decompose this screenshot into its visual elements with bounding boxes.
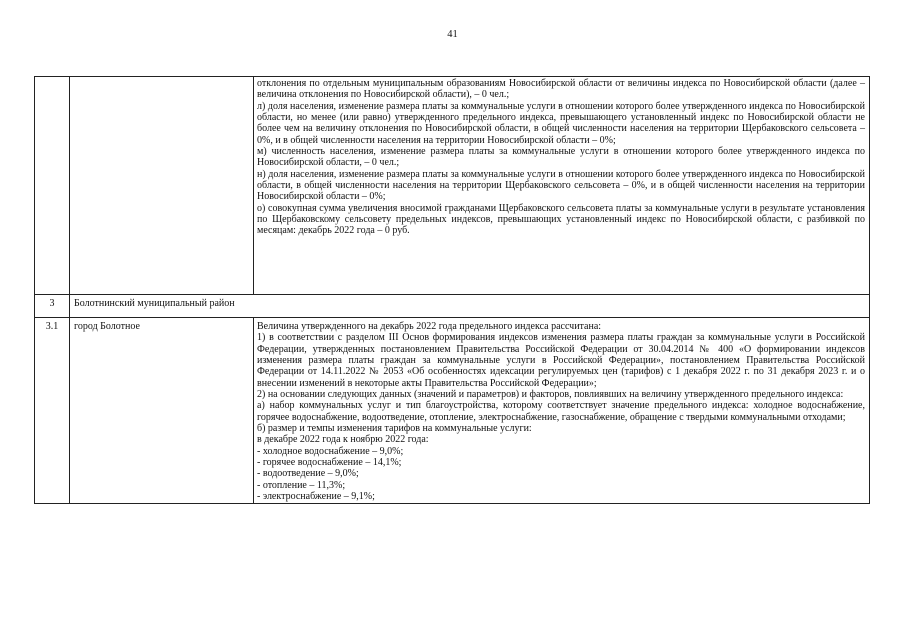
paragraph: о) совокупная сумма увеличения вносимой гражданами Щербаковского сельсовета платы за коммунальные услуги в результате установления по Щербаковскому сельсовету предельных индексов, превышающих установленный индекс по Новосибирской области, с разбивкой по месяцам: декабрь 2022 года – 0 руб. [257, 202, 865, 237]
paragraph: 1) в соответствии с разделом III Основ формирования индексов изменения размера платы граждан за коммунальные услуги в Российской Федерации, утвержденных постановлением Правительства Российской Федерации от 30.04.2014 № 400 «О формировании индексов изменения размера платы граждан за коммунальные услуги в Российской Федерации», постановлением Правительства Российской Федерации от 14.11.2022 № 2053 «Об особенностях идексации регулируемых цен (тарифов) с 1 декабря 2022 г. по 31 декабря 2023 г. и о внесении изменений в некоторые акты Правительства Российской Федерации»; [257, 332, 865, 389]
paragraph: - горячее водоснабжение – 14,1%; [257, 457, 402, 469]
table-row [35, 318, 870, 504]
paragraph: л) доля населения, изменение размера платы за коммунальные услуги в отношении которого более утвержденного индекса по Новосибирской области, но менее (или равно) утвержденного предельного индекса, превышающего установленный индекс по Новосибирской области не более чем на величину отклонения по Новосибирской области, в общей численности населения на территории Щербаковского сельсовета – 0%, и в общей численности населения на территории Новосибирской области – 0%; [257, 100, 865, 146]
paragraph: - отопление – 11,3%; [257, 479, 346, 491]
paragraph: в декабре 2022 года к ноябрю 2022 года: [257, 434, 429, 446]
paragraph: - водоотведение – 9,0%; [257, 468, 359, 480]
paragraph: - электроснабжение – 9,1%; [257, 491, 375, 503]
paragraph: - холодное водоснабжение – 9,0%; [257, 445, 404, 457]
paragraph: а) набор коммунальных услуг и тип благоустройства, которому соответствует значение предельного индекса: холодное водоснабжение, горячее водоснабжение, водоотведение, отопление, электроснабжение, газоснабжение, обращение с твердыми коммунальными отходами; [257, 400, 865, 423]
table-row [35, 295, 870, 318]
paragraph: отклонения по отдельным муниципальным образованиям Новосибирской области от величины индекса по Новосибирской области (далее – величина отклонения по Новосибирской области), – 0 чел.; [257, 78, 865, 101]
row-number-cell: 3 [35, 295, 70, 318]
paragraph: 2) на основании следующих данных (значений и параметров) и факторов, повлиявших на величину утвержденного предельного индекса: [257, 389, 844, 401]
municipality-name-cell [70, 77, 254, 295]
description-cell [254, 318, 870, 504]
paragraph: б) размер и темпы изменения тарифов на коммунальные услуги: [257, 423, 532, 435]
row-number-cell: 3.1 [35, 318, 70, 504]
row-number-cell [35, 77, 70, 295]
description-cell [254, 77, 870, 295]
table-row [35, 77, 870, 295]
page-number: 41 [447, 29, 458, 40]
paragraph: Величина утвержденного на декабрь 2022 года предельного индекса рассчитана: [257, 321, 602, 332]
municipality-name-cell: город Болотное [70, 318, 254, 504]
paragraph: н) доля населения, изменение размера платы за коммунальные услуги в отношении которого более утвержденного индекса по Новосибирской области, в общей численности населения на территории Щербаковского сельсовета – 0%, и в общей численности населения на территории Новосибирской области – 0%; [257, 168, 865, 203]
district-name-cell: Болотнинский муниципальный район [70, 295, 870, 318]
document-table [34, 76, 870, 504]
paragraph: м) численность населения, изменение размера платы за коммунальные услуги в отношении которого более утвержденного индекса по Новосибирской области, – 0 чел.; [257, 146, 865, 169]
